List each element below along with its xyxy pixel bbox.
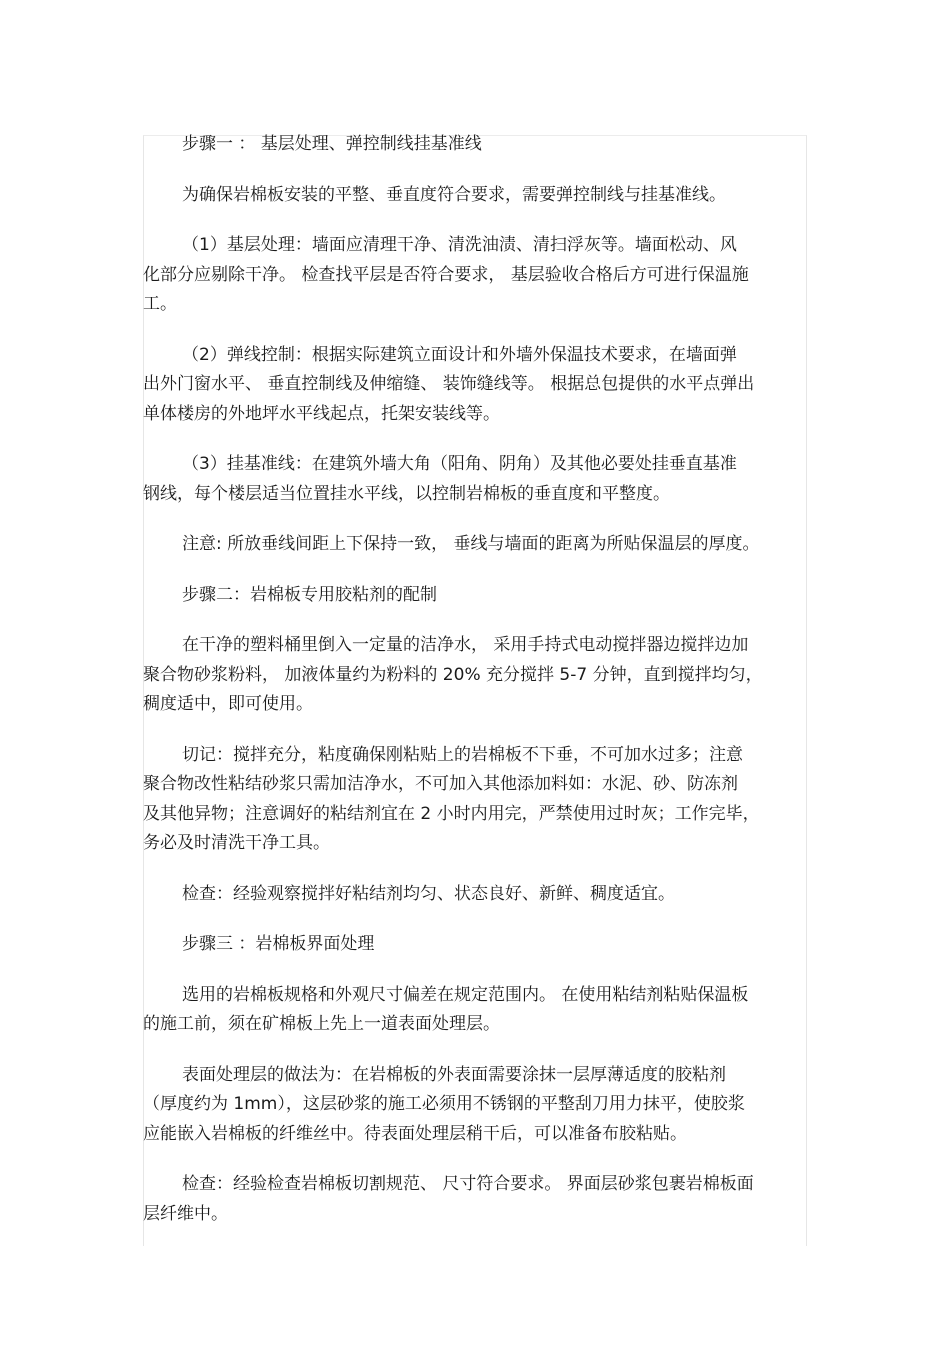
text-line: （厚度约为 1mm），这层砂浆的施工必须用不锈钢的平整刮刀用力抹平，使胶浆 [143,1094,745,1114]
text-line: 注意: 所放垂线间距上下保持一致， 垂线与墙面的距离为所贴保温层的厚度。 [182,534,760,554]
text-line: （2）弹线控制：根据实际建筑立面设计和外墙外保温技术要求，在墙面弹 [182,344,737,365]
text-line: 检查：经验观察搅拌好粘结剂均匀、状态良好、新鲜、稠度适宜。 [182,883,675,904]
step-three-heading [143,930,798,960]
text-line: 工。 [143,294,177,314]
text-line: 的施工前，须在矿棉板上先上一道表面处理层。 [143,1014,500,1034]
text-line: 应能嵌入岩棉板的纤维丝中。待表面处理层稍干后，可以准备布胶粘贴。 [143,1123,687,1144]
paragraph-note [143,530,798,560]
text-line: 表面处理层的做法为：在岩棉板的外表面需要涂抹一层厚薄适度的胶粘剂 [182,1064,726,1085]
paragraph-mixing [143,631,798,720]
text-line: 及其他异物；注意调好的粘结剂宜在 2 小时内用完，严禁使用过时灰；工作完毕， [143,803,760,824]
text-line: 检查：经验检查岩棉板切割规范、 尺寸符合要求。 界面层砂浆包裹岩棉板面 [182,1174,754,1194]
text-line: 稠度适中，即可使用。 [143,694,313,714]
text-line: 为确保岩棉板安装的平整、垂直度符合要求，需要弹控制线与挂基准线。 [182,184,726,205]
text-line: 聚合物改性粘结砂浆只需加洁净水，不可加入其他添加料如：水泥、砂、防冻剂 [143,774,738,794]
text-line: 选用的岩棉板规格和外观尺寸偏差在规定范围内。 在使用粘结剂粘贴保温板 [182,984,749,1005]
paragraph-inspection [143,880,798,910]
text-line: 出外门窗水平、 垂直控制线及伸缩缝、 装饰缝线等。 根据总包提供的水平点弹出 [143,374,755,394]
text-line: （3）挂基准线：在建筑外墙大角（阳角、阴角）及其他必要处挂垂直基准 [182,454,737,474]
paragraph-board-selection [143,981,798,1040]
step-two-heading [143,581,798,611]
paragraph-surface-method [143,1061,798,1150]
text-line: 切记：搅拌充分，粘度确保刚粘贴上的岩棉板不下垂，不可加水过多；注意 [182,744,743,765]
paragraph-caution [143,741,798,859]
text-line: 务必及时清洗干净工具。 [143,833,330,853]
text-line: 层纤维中。 [143,1203,228,1224]
paragraph-base-treatment [143,231,798,320]
paragraph-line-control [143,341,798,430]
text-line: 聚合物砂浆粉料， 加液体量约为粉料的 20% 充分搅拌 5-7 分钟，直到搅拌均匀， [143,664,763,685]
text-line: 在干净的塑料桶里倒入一定量的洁净水， 采用手持式电动搅拌器边搅拌边加 [182,635,749,655]
text-line: 步骤一 ： 基层处理、弹控制线挂基准线 [182,134,482,154]
step-one-heading [143,130,798,160]
text-line: 步骤三 ：岩棉板界面处理 [182,934,375,954]
document-body [143,130,798,1250]
paragraph-final-inspection [143,1170,798,1229]
text-line: 单体楼房的外地坪水平线起点，托架安装线等。 [143,403,500,424]
paragraph-reference-line [143,450,798,509]
text-line: 步骤二：岩棉板专用胶粘剂的配制 [182,584,437,605]
text-line: 化部分应剔除干净。 检查找平层是否符合要求， 基层验收合格后方可进行保温施 [143,264,749,285]
paragraph [143,181,798,211]
text-line: 钢线，每个楼层适当位置挂水平线，以控制岩棉板的垂直度和平整度。 [143,483,670,504]
text-line: （1）基层处理：墙面应清理干净、清洗油渍、清扫浮灰等。墙面松动、风 [182,235,737,255]
